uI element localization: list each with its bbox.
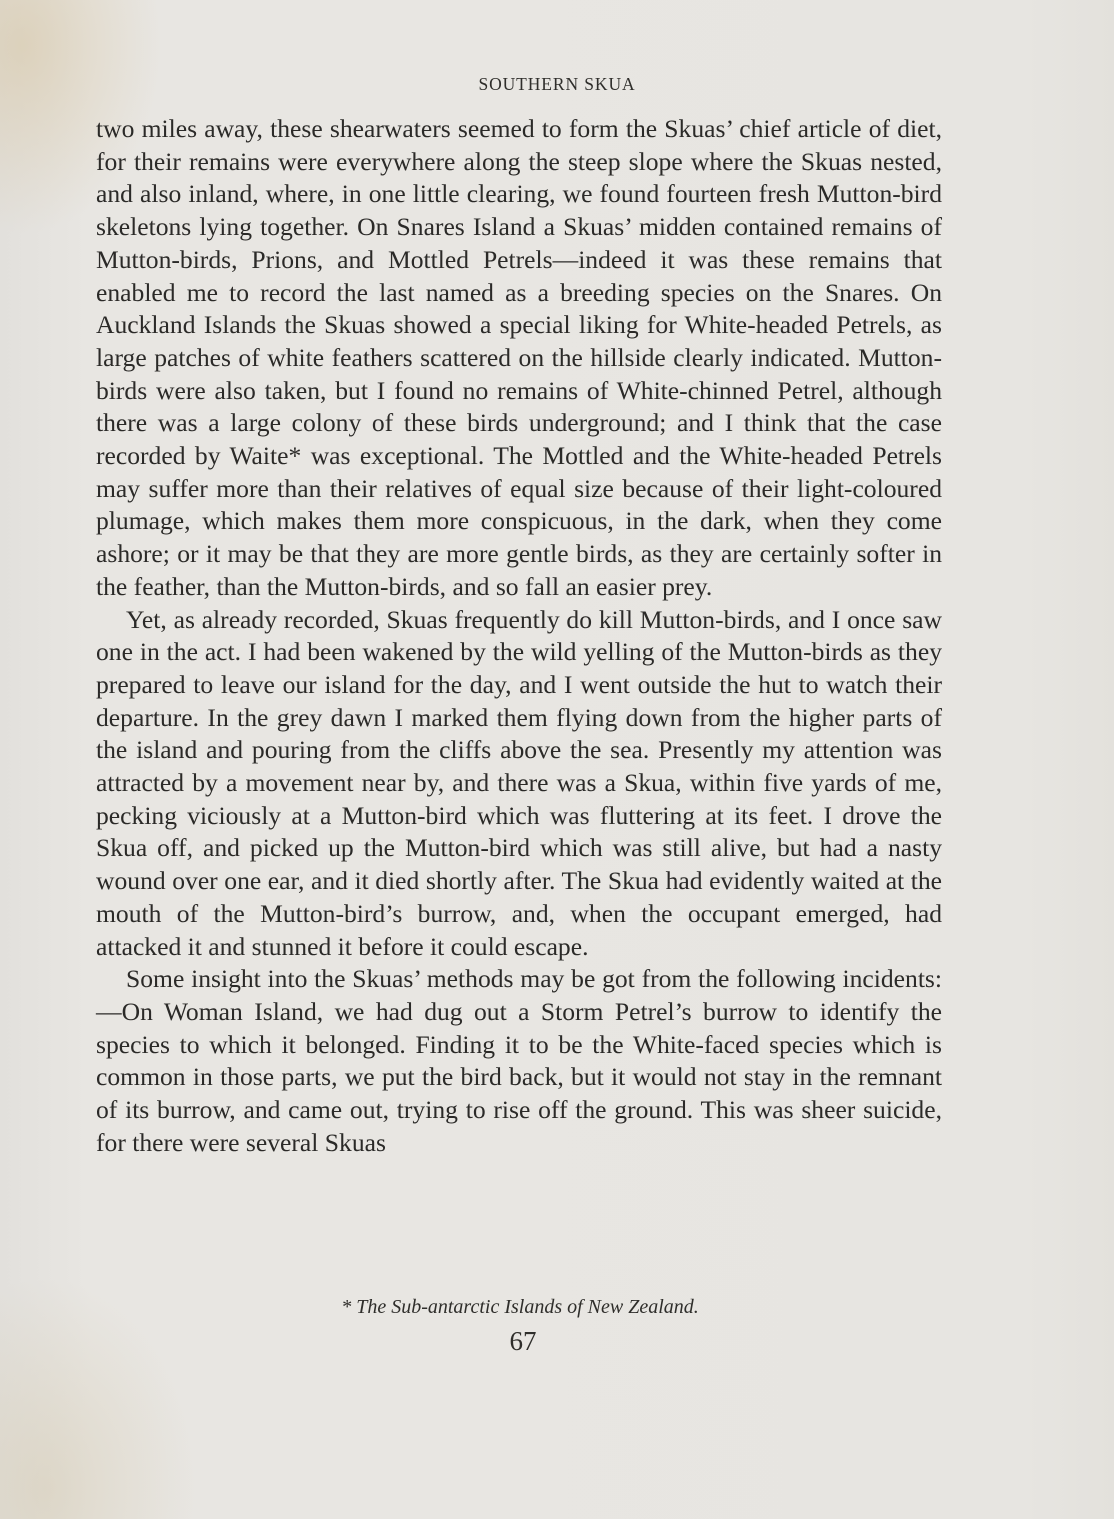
paragraph-skua-kill: Yet, as already recorded, Skuas frequently do kill Mutton-birds, and I once saw one in the act. I had been wakened by the wild yelling of the Mutton-birds as they prepared to leave our island for the day, and I went outside the hut to watch their departure. In the grey dawn I marked them flying down from the higher parts of the island and pouring from the cliffs above the sea. Presently my attention was attracted by a movement near by, and there was a Skua, within five yards of me, pecking viciously at a Mutton-bird which was fluttering at its feet. I drove the Skua off, and picked up the Mutton-bird which was still alive, but had a nasty wound over one ear, and it died shortly after. The Skua had evidently waited at the mouth of the Mutton-bird’s burrow, and, when the occupant emerged, had attacked it and stunned it before it could escape. [96,604,942,961]
running-head: SOUTHERN SKUA [478,74,636,94]
footnote: * The Sub-antarctic Islands of New Zealand. [341,1296,699,1318]
page-number: 67 [509,1326,537,1356]
paragraph-continued: two miles away, these shearwaters seemed to form the Skuas’ chief article of diet, for their remains were everywhere along the steep slope where the Skuas nested, and also inland, where, in one little clearing, we found fourteen fresh Mutton-bird skeletons lying together. On Snares Island a Skuas’ midden contained remains of Mutton-birds, Prions, and Mottled Petrels—indeed it was these remains that enabled me to record the last named as a breeding species on the Snares. On Auckland Islands the Skuas showed a special liking for White-headed Petrels, as large patches of white feathers scattered on the hillside clearly indicated. Mutton-birds were also taken, but I found no remains of White-chinned Petrel, although there was a large colony of these birds underground; and I think that the case recorded by Waite* was exceptional. The Mottled and the White-headed Petrels may suffer more than their relatives of equal size because of their light-coloured plumage, which makes them more conspicuous, in the dark, when they come ashore; or it may be that they are more gentle birds, as they are certainly softer in the feather, than the Mutton-birds, and so fall an easier prey. [96,114,942,601]
paragraph-skua-methods: Some insight into the Skuas’ methods may be got from the following incidents:—On Woman Island, we had dug out a Storm Petrel’s burrow to identify the species to which it belonged. Finding it to be the White-faced species which is common in those parts, we put the bird back, but it would not stay in the remnant of its burrow, and came out, trying to rise off the ground. This was sheer suicide, for there were several Skuas [96,964,942,1157]
body-text [96,113,942,1160]
